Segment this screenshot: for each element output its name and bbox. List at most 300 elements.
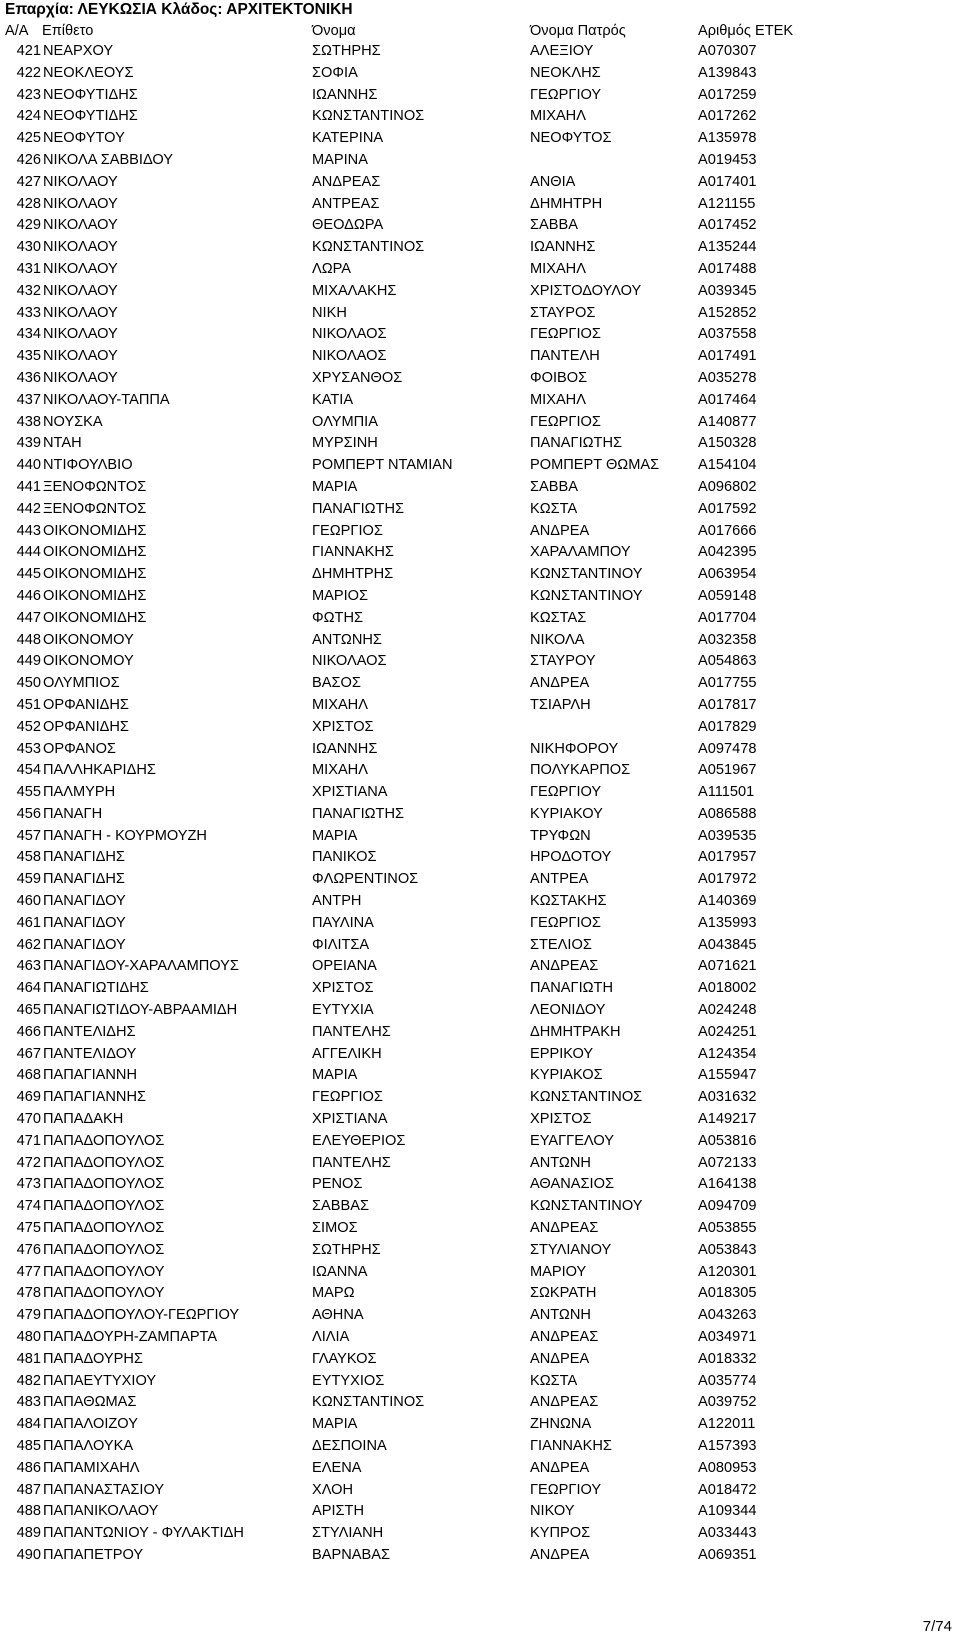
father-name-cell: ΤΣΙΑΡΛΗ bbox=[530, 696, 591, 713]
table-row bbox=[0, 956, 960, 978]
row-number-cell: 456 bbox=[16, 805, 41, 822]
etek-number-cell: Α140877 bbox=[698, 413, 757, 430]
table-row bbox=[0, 106, 960, 128]
row-number-cell: 485 bbox=[16, 1438, 41, 1454]
etek-number-cell: Α135993 bbox=[698, 914, 757, 931]
father-name-cell: ΠΑΝΑΓΙΩΤΗ bbox=[530, 980, 614, 997]
column-header-father-name: Όνομα Πατρός bbox=[530, 23, 626, 39]
row-number-cell: 443 bbox=[16, 522, 41, 539]
row-number-cell: 438 bbox=[16, 413, 41, 430]
surname-cell: ΠΑΠΑΔΑΚΗ bbox=[43, 1111, 124, 1128]
etek-number-cell: Α018472 bbox=[698, 1481, 757, 1498]
father-name-cell: ΔΗΜΗΤΡΗ bbox=[530, 195, 603, 212]
surname-cell: ΝΙΚΟΛΑΟΥ bbox=[43, 260, 118, 277]
father-name-cell: ΣΩΚΡΑΤΗ bbox=[530, 1285, 597, 1302]
etek-number-cell: Α150328 bbox=[698, 435, 757, 452]
father-name-cell: ΤΡΥΦΩΝ bbox=[530, 827, 591, 844]
name-cell: ΠΑΝΑΓΙΩΤΗΣ bbox=[312, 805, 405, 822]
father-name-cell: ΠΑΝΑΓΙΩΤΗΣ bbox=[530, 435, 623, 452]
father-name-cell: ΚΥΡΙΑΚΟΣ bbox=[530, 1067, 603, 1084]
father-name-cell: ΛΕΟΝΙΔΟΥ bbox=[530, 1002, 606, 1019]
name-cell: ΧΡΙΣΤΟΣ bbox=[312, 980, 374, 997]
row-number-cell: 479 bbox=[16, 1307, 41, 1324]
father-name-cell: ΣΤΥΛΙΑΝΟΥ bbox=[530, 1241, 612, 1258]
father-name-cell: ΑΘΑΝΑΣΙΟΣ bbox=[530, 1176, 614, 1193]
table-row bbox=[0, 586, 960, 608]
etek-number-cell: Α086588 bbox=[698, 805, 757, 822]
surname-cell: ΠΑΠΑΝΙΚΟΛΑΟΥ bbox=[43, 1503, 159, 1520]
name-cell: ΑΝΤΡΕΑΣ bbox=[312, 195, 380, 212]
page-number: 7/74 bbox=[922, 1618, 952, 1635]
table-row bbox=[0, 1480, 960, 1502]
etek-number-cell: Α035774 bbox=[698, 1372, 757, 1389]
surname-cell: ΠΑΝΑΓΙΩΤΙΔΗΣ bbox=[43, 980, 149, 997]
father-name-cell: ΚΩΣΤΑ bbox=[530, 500, 578, 517]
father-name-cell: ΕΥΑΓΓΕΛΟΥ bbox=[530, 1132, 614, 1149]
name-cell: ΜΙΧΑΗΛ bbox=[312, 696, 368, 713]
etek-number-cell: Α017666 bbox=[698, 522, 757, 539]
name-cell: ΝΙΚΟΛΑΟΣ bbox=[312, 348, 387, 365]
row-number-cell: 478 bbox=[16, 1285, 41, 1302]
name-cell: ΧΛΟΗ bbox=[312, 1481, 354, 1498]
etek-number-cell: Α054863 bbox=[698, 653, 757, 670]
table-row bbox=[0, 85, 960, 107]
surname-cell: ΠΑΠΑΕΥΤΥΧΙΟΥ bbox=[43, 1372, 157, 1389]
table-row bbox=[0, 1414, 960, 1436]
name-cell: ΛΩΡΑ bbox=[312, 260, 352, 277]
father-name-cell: ΝΕΟΚΛΗΣ bbox=[530, 64, 601, 81]
etek-number-cell: Α080953 bbox=[698, 1459, 757, 1476]
surname-cell: ΝΙΚΟΛΑΟΥ bbox=[43, 326, 118, 343]
etek-number-cell: Α059148 bbox=[698, 587, 757, 604]
father-name-cell: ΓΕΩΡΓΙΟΣ bbox=[530, 326, 601, 343]
name-cell: ΧΡΙΣΤΙΑΝΑ bbox=[312, 784, 388, 801]
row-number-cell: 446 bbox=[16, 587, 41, 604]
father-name-cell: ΚΥΡΙΑΚΟΥ bbox=[530, 805, 603, 822]
table-row bbox=[0, 1153, 960, 1175]
surname-cell: ΝΕΟΦΥΤΟΥ bbox=[43, 130, 125, 147]
etek-number-cell: Α094709 bbox=[698, 1198, 757, 1215]
table-header-row bbox=[0, 22, 960, 41]
surname-cell: ΝΙΚΟΛΑΟΥ bbox=[43, 348, 118, 365]
table-row bbox=[0, 1022, 960, 1044]
row-number-cell: 455 bbox=[16, 784, 41, 801]
name-cell: ΣΩΤΗΡΗΣ bbox=[312, 1241, 381, 1258]
row-number-cell: 459 bbox=[16, 871, 41, 888]
etek-number-cell: Α051967 bbox=[698, 762, 757, 779]
father-name-cell: ΚΩΝΣΤΑΝΤΙΝΟΥ bbox=[530, 1198, 643, 1215]
row-number-cell: 471 bbox=[16, 1132, 41, 1149]
surname-cell: ΠΑΠΑΝΑΣΤΑΣΙΟΥ bbox=[43, 1481, 165, 1498]
row-number-cell: 480 bbox=[16, 1329, 41, 1346]
table-row bbox=[0, 150, 960, 172]
table-row bbox=[0, 1458, 960, 1480]
etek-number-cell: Α017817 bbox=[698, 696, 757, 713]
row-number-cell: 488 bbox=[16, 1503, 41, 1520]
etek-number-cell: Α097478 bbox=[698, 740, 757, 757]
surname-cell: ΝΙΚΟΛΑΟΥ bbox=[43, 173, 118, 190]
surname-cell: ΟΙΚΟΝΟΜΙΔΗΣ bbox=[43, 566, 147, 583]
etek-number-cell: Α035278 bbox=[698, 369, 757, 386]
row-number-cell: 424 bbox=[16, 108, 41, 125]
name-cell: ΣΟΦΙΑ bbox=[312, 64, 358, 81]
surname-cell: ΝΤΑΗ bbox=[43, 435, 82, 452]
table-row bbox=[0, 826, 960, 848]
etek-number-cell: Α034971 bbox=[698, 1329, 757, 1346]
name-cell: ΓΕΩΡΓΙΟΣ bbox=[312, 1089, 383, 1106]
name-cell: ΜΙΧΑΗΛ bbox=[312, 762, 368, 779]
table-row bbox=[0, 1087, 960, 1109]
surname-cell: ΝΕΟΦΥΤΙΔΗΣ bbox=[43, 108, 138, 125]
etek-number-cell: Α124354 bbox=[698, 1045, 757, 1062]
etek-number-cell: Α019453 bbox=[698, 151, 757, 168]
row-number-cell: 449 bbox=[16, 653, 41, 670]
name-cell: ΒΑΣΟΣ bbox=[312, 675, 361, 692]
row-number-cell: 432 bbox=[16, 282, 41, 299]
surname-cell: ΠΑΠΑΔΟΠΟΥΛΟΣ bbox=[43, 1154, 165, 1171]
etek-number-cell: Α017488 bbox=[698, 260, 757, 277]
father-name-cell: ΑΝΔΡΕΑΣ bbox=[530, 1220, 599, 1237]
row-number-cell: 486 bbox=[16, 1459, 41, 1476]
row-number-cell: 426 bbox=[16, 151, 41, 168]
father-name-cell: ΗΡΟΔΟΤΟΥ bbox=[530, 849, 612, 866]
father-name-cell: ΠΟΛΥΚΑΡΠΟΣ bbox=[530, 762, 631, 779]
surname-cell: ΠΑΝΑΓΙΩΤΙΔΟΥ-ΑΒΡΑΑΜΙΔΗ bbox=[43, 1002, 238, 1019]
name-cell: ΝΙΚΗ bbox=[312, 304, 347, 321]
row-number-cell: 473 bbox=[16, 1176, 41, 1193]
father-name-cell: ΜΙΧΑΗΛ bbox=[530, 260, 586, 277]
etek-number-cell: Α017957 bbox=[698, 849, 757, 866]
etek-number-cell: Α043845 bbox=[698, 936, 757, 953]
table-row bbox=[0, 1044, 960, 1066]
table-row bbox=[0, 1501, 960, 1523]
father-name-cell: ΚΩΣΤΑΣ bbox=[530, 609, 587, 626]
surname-cell: ΠΑΠΑΔΟΥΡΗΣ bbox=[43, 1350, 143, 1367]
table-row bbox=[0, 978, 960, 1000]
surname-cell: ΟΡΦΑΝΙΔΗΣ bbox=[43, 718, 129, 735]
name-cell: ΜΑΡΙΑ bbox=[312, 1416, 358, 1433]
page-title: Επαρχία: ΛΕΥΚΩΣΙΑ Κλάδος: ΑΡΧΙΤΕΚΤΟΝΙΚΗ bbox=[5, 1, 353, 18]
etek-number-cell: Α039345 bbox=[698, 282, 757, 299]
name-cell: ΝΙΚΟΛΑΟΣ bbox=[312, 653, 387, 670]
table-row bbox=[0, 281, 960, 303]
father-name-cell: ΑΛΕΞΙΟΥ bbox=[530, 43, 594, 59]
name-cell: ΠΑΝΙΚΟΣ bbox=[312, 849, 377, 866]
row-number-cell: 484 bbox=[16, 1416, 41, 1433]
row-number-cell: 423 bbox=[16, 86, 41, 103]
father-name-cell: ΣΑΒΒΑ bbox=[530, 217, 578, 234]
etek-number-cell: Α063954 bbox=[698, 566, 757, 583]
father-name-cell: ΚΥΠΡΟΣ bbox=[530, 1525, 591, 1542]
etek-number-cell: Α024248 bbox=[698, 1002, 757, 1019]
etek-number-cell: Α155947 bbox=[698, 1067, 757, 1084]
table-row bbox=[0, 564, 960, 586]
row-number-cell: 481 bbox=[16, 1350, 41, 1367]
etek-number-cell: Α071621 bbox=[698, 958, 757, 975]
father-name-cell: ΑΝΔΡΕΑΣ bbox=[530, 1394, 599, 1411]
etek-number-cell: Α032358 bbox=[698, 631, 757, 648]
name-cell: ΣΑΒΒΑΣ bbox=[312, 1198, 369, 1215]
father-name-cell: ΔΗΜΗΤΡΑΚΗ bbox=[530, 1023, 621, 1040]
name-cell: ΑΡΙΣΤΗ bbox=[312, 1503, 364, 1520]
row-number-cell: 457 bbox=[16, 827, 41, 844]
row-number-cell: 482 bbox=[16, 1372, 41, 1389]
surname-cell: ΠΑΠΑΛΟΥΚΑ bbox=[43, 1438, 134, 1454]
table-row bbox=[0, 128, 960, 150]
row-number-cell: 474 bbox=[16, 1198, 41, 1215]
etek-number-cell: Α053843 bbox=[698, 1241, 757, 1258]
father-name-cell: ΑΝΔΡΕΑ bbox=[530, 1350, 590, 1367]
row-number-cell: 475 bbox=[16, 1220, 41, 1237]
etek-number-cell: Α096802 bbox=[698, 478, 757, 495]
table-row bbox=[0, 346, 960, 368]
row-number-cell: 467 bbox=[16, 1045, 41, 1062]
table-body bbox=[0, 41, 960, 1567]
surname-cell: ΠΑΝΑΓΗ bbox=[43, 805, 103, 822]
surname-cell: ΠΑΠΑΔΟΠΟΥΛΟΥ-ΓΕΩΡΓΙΟΥ bbox=[43, 1307, 240, 1324]
surname-cell: ΠΑΝΑΓΙΔΗΣ bbox=[43, 871, 125, 888]
row-number-cell: 439 bbox=[16, 435, 41, 452]
father-name-cell: ΚΩΝΣΤΑΝΤΙΝΟΥ bbox=[530, 566, 643, 583]
row-number-cell: 422 bbox=[16, 64, 41, 81]
surname-cell: ΠΑΠΑΝΤΩΝΙΟΥ - ΦΥΛΑΚΤΙΔΗ bbox=[43, 1525, 244, 1542]
father-name-cell: ΜΙΧΑΗΛ bbox=[530, 391, 586, 408]
table-row bbox=[0, 651, 960, 673]
name-cell: ΙΩΑΝΝΗΣ bbox=[312, 86, 378, 103]
table-row bbox=[0, 739, 960, 761]
table-row bbox=[0, 433, 960, 455]
table-row bbox=[0, 695, 960, 717]
table-row bbox=[0, 608, 960, 630]
father-name-cell: ΣΤΕΛΙΟΣ bbox=[530, 936, 592, 953]
etek-number-cell: Α139843 bbox=[698, 64, 757, 81]
row-number-cell: 437 bbox=[16, 391, 41, 408]
name-cell: ΑΘΗΝΑ bbox=[312, 1307, 364, 1324]
etek-number-cell: Α109344 bbox=[698, 1503, 757, 1520]
surname-cell: ΝΟΥΣΚΑ bbox=[43, 413, 103, 430]
table-row bbox=[0, 1436, 960, 1458]
surname-cell: ΠΑΝΑΓΗ - ΚΟΥΡΜΟΥΖΗ bbox=[43, 827, 207, 844]
father-name-cell: ΑΝΔΡΕΑ bbox=[530, 522, 590, 539]
row-number-cell: 489 bbox=[16, 1525, 41, 1542]
name-cell: ΘΕΟΔΩΡΑ bbox=[312, 217, 384, 234]
father-name-cell: ΓΙΑΝΝΑΚΗΣ bbox=[530, 1438, 612, 1454]
etek-number-cell: Α111501 bbox=[698, 784, 755, 801]
etek-number-cell: Α140369 bbox=[698, 893, 757, 910]
row-number-cell: 460 bbox=[16, 893, 41, 910]
row-number-cell: 429 bbox=[16, 217, 41, 234]
surname-cell: ΠΑΝΑΓΙΔΗΣ bbox=[43, 849, 125, 866]
table-row bbox=[0, 1283, 960, 1305]
table-row bbox=[0, 717, 960, 739]
etek-number-cell: Α039752 bbox=[698, 1394, 757, 1411]
father-name-cell: ΑΝΔΡΕΑ bbox=[530, 1459, 590, 1476]
etek-number-cell: Α135978 bbox=[698, 130, 757, 147]
surname-cell: ΠΑΠΑΓΙΑΝΝΗ bbox=[43, 1067, 137, 1084]
row-number-cell: 461 bbox=[16, 914, 41, 931]
row-number-cell: 450 bbox=[16, 675, 41, 692]
name-cell: ΦΩΤΗΣ bbox=[312, 609, 364, 626]
father-name-cell: ΜΙΧΑΗΛ bbox=[530, 108, 586, 125]
surname-cell: ΠΑΠΑΜΙΧΑΗΛ bbox=[43, 1459, 140, 1476]
table-row bbox=[0, 1174, 960, 1196]
father-name-cell: ΝΙΚΟΥ bbox=[530, 1503, 575, 1520]
father-name-cell: ΓΕΩΡΓΙΟΣ bbox=[530, 914, 601, 931]
surname-cell: ΝΙΚΟΛΑΟΥ bbox=[43, 217, 118, 234]
father-name-cell: ΣΑΒΒΑ bbox=[530, 478, 578, 495]
father-name-cell: ΣΤΑΥΡΟΥ bbox=[530, 653, 596, 670]
surname-cell: ΟΙΚΟΝΟΜΟΥ bbox=[43, 631, 134, 648]
etek-number-cell: Α017829 bbox=[698, 718, 757, 735]
name-cell: ΙΩΑΝΝΗΣ bbox=[312, 740, 378, 757]
father-name-cell: ΚΩΣΤΑ bbox=[530, 1372, 578, 1389]
table-row bbox=[0, 1065, 960, 1087]
table-row bbox=[0, 760, 960, 782]
etek-number-cell: Α017491 bbox=[698, 348, 757, 365]
etek-number-cell: Α017259 bbox=[698, 86, 757, 103]
row-number-cell: 472 bbox=[16, 1154, 41, 1171]
surname-cell: ΝΙΚΟΛΑΟΥ bbox=[43, 369, 118, 386]
father-name-cell: ΣΤΑΥΡΟΣ bbox=[530, 304, 596, 321]
name-cell: ΜΑΡΩ bbox=[312, 1285, 355, 1302]
name-cell: ΦΙΛΙΤΣΑ bbox=[312, 936, 370, 953]
row-number-cell: 483 bbox=[16, 1394, 41, 1411]
father-name-cell: ΧΑΡΑΛΑΜΠΟΥ bbox=[530, 544, 631, 561]
etek-number-cell: Α017262 bbox=[698, 108, 757, 125]
father-name-cell: ΕΡΡΙΚΟΥ bbox=[530, 1045, 594, 1062]
surname-cell: ΝΙΚΟΛΑΟΥ bbox=[43, 239, 118, 256]
table-row bbox=[0, 368, 960, 390]
surname-cell: ΠΑΝΤΕΛΙΔΟΥ bbox=[43, 1045, 137, 1062]
etek-number-cell: Α017972 bbox=[698, 871, 757, 888]
etek-number-cell: Α053816 bbox=[698, 1132, 757, 1149]
row-number-cell: 428 bbox=[16, 195, 41, 212]
surname-cell: ΝΙΚΟΛΑΟΥ bbox=[43, 195, 118, 212]
name-cell: ΠΑΝΤΕΛΗΣ bbox=[312, 1023, 391, 1040]
surname-cell: ΟΙΚΟΝΟΜΙΔΗΣ bbox=[43, 522, 147, 539]
etek-number-cell: Α037558 bbox=[698, 326, 757, 343]
name-cell: ΣΩΤΗΡΗΣ bbox=[312, 43, 381, 59]
etek-number-cell: Α072133 bbox=[698, 1154, 757, 1171]
row-number-cell: 430 bbox=[16, 239, 41, 256]
table-row bbox=[0, 1349, 960, 1371]
row-number-cell: 421 bbox=[16, 43, 41, 59]
etek-number-cell: Α053855 bbox=[698, 1220, 757, 1237]
table-row bbox=[0, 935, 960, 957]
name-cell: ΠΑΝΑΓΙΩΤΗΣ bbox=[312, 500, 405, 517]
etek-number-cell: Α017755 bbox=[698, 675, 757, 692]
row-number-cell: 453 bbox=[16, 740, 41, 757]
surname-cell: ΝΕΑΡΧΟΥ bbox=[43, 43, 114, 59]
surname-cell: ΠΑΠΑΘΩΜΑΣ bbox=[43, 1394, 137, 1411]
father-name-cell: ΑΝΔΡΕΑΣ bbox=[530, 1329, 599, 1346]
table-row bbox=[0, 1218, 960, 1240]
name-cell: ΚΩΝΣΤΑΝΤΙΝΟΣ bbox=[312, 239, 425, 256]
etek-number-cell: Α154104 bbox=[698, 457, 757, 474]
surname-cell: ΠΑΠΑΔΟΠΟΥΛΟΣ bbox=[43, 1132, 165, 1149]
name-cell: ΕΛΕΝΑ bbox=[312, 1459, 362, 1476]
table-row bbox=[0, 1131, 960, 1153]
father-name-cell: ΓΕΩΡΓΙΟΥ bbox=[530, 784, 602, 801]
father-name-cell: ΠΑΝΤΕΛΗ bbox=[530, 348, 600, 365]
surname-cell: ΠΑΝΑΓΙΔΟΥ bbox=[43, 936, 126, 953]
name-cell: ΔΗΜΗΤΡΗΣ bbox=[312, 566, 394, 583]
row-number-cell: 435 bbox=[16, 348, 41, 365]
father-name-cell: ΚΩΝΣΤΑΝΤΙΝΟΥ bbox=[530, 587, 643, 604]
father-name-cell: ΝΙΚΗΦΟΡΟΥ bbox=[530, 740, 619, 757]
table-row bbox=[0, 1545, 960, 1567]
etek-number-cell: Α135244 bbox=[698, 239, 757, 256]
row-number-cell: 463 bbox=[16, 958, 41, 975]
father-name-cell: ΓΕΩΡΓΙΟΥ bbox=[530, 1481, 602, 1498]
row-number-cell: 476 bbox=[16, 1241, 41, 1258]
table-row bbox=[0, 869, 960, 891]
table-row bbox=[0, 1196, 960, 1218]
table-row bbox=[0, 913, 960, 935]
row-number-cell: 465 bbox=[16, 1002, 41, 1019]
name-cell: ΜΙΧΑΛΑΚΗΣ bbox=[312, 282, 397, 299]
etek-number-cell: Α018305 bbox=[698, 1285, 757, 1302]
table-row bbox=[0, 1327, 960, 1349]
surname-cell: ΟΡΦΑΝΙΔΗΣ bbox=[43, 696, 129, 713]
surname-cell: ΠΑΛΛΗΚΑΡΙΔΗΣ bbox=[43, 762, 156, 779]
surname-cell: ΠΑΠΑΔΟΠΟΥΛΟΣ bbox=[43, 1220, 165, 1237]
surname-cell: ΝΕΟΚΛΕΟΥΣ bbox=[43, 64, 134, 81]
row-number-cell: 442 bbox=[16, 500, 41, 517]
etek-number-cell: Α017401 bbox=[698, 173, 757, 190]
surname-cell: ΟΙΚΟΝΟΜΙΔΗΣ bbox=[43, 587, 147, 604]
table-row bbox=[0, 41, 960, 63]
table-row bbox=[0, 303, 960, 325]
table-row bbox=[0, 673, 960, 695]
table-row bbox=[0, 412, 960, 434]
table-row bbox=[0, 782, 960, 804]
etek-number-cell: Α018332 bbox=[698, 1350, 757, 1367]
surname-cell: ΝΙΚΟΛΑΟΥ bbox=[43, 304, 118, 321]
father-name-cell: ΦΟΙΒΟΣ bbox=[530, 369, 588, 386]
surname-cell: ΠΑΝΤΕΛΙΔΗΣ bbox=[43, 1023, 136, 1040]
table-row bbox=[0, 477, 960, 499]
table-row bbox=[0, 194, 960, 216]
name-cell: ΛΙΛΙΑ bbox=[312, 1329, 350, 1346]
row-number-cell: 469 bbox=[16, 1089, 41, 1106]
etek-number-cell: Α069351 bbox=[698, 1546, 757, 1563]
father-name-cell: ΓΕΩΡΓΙΟΥ bbox=[530, 86, 602, 103]
surname-cell: ΠΑΠΑΔΟΠΟΥΛΟΥ bbox=[43, 1263, 165, 1280]
etek-number-cell: Α157393 bbox=[698, 1438, 757, 1454]
table-row bbox=[0, 1109, 960, 1131]
row-number-cell: 447 bbox=[16, 609, 41, 626]
column-header-surname: Επίθετο bbox=[42, 23, 94, 39]
name-cell: ΟΡΕΙΑΝΑ bbox=[312, 958, 377, 975]
surname-cell: ΠΑΠΑΠΕΤΡΟΥ bbox=[43, 1546, 144, 1563]
row-number-cell: 462 bbox=[16, 936, 41, 953]
surname-cell: ΝΤΙΦΟΥΛΒΙΟ bbox=[43, 457, 133, 474]
father-name-cell: ΓΕΩΡΓΙΟΣ bbox=[530, 413, 601, 430]
row-number-cell: 436 bbox=[16, 369, 41, 386]
name-cell: ΚΑΤΕΡΙΝΑ bbox=[312, 130, 384, 147]
row-number-cell: 444 bbox=[16, 544, 41, 561]
row-number-cell: 431 bbox=[16, 260, 41, 277]
name-cell: ΚΩΝΣΤΑΝΤΙΝΟΣ bbox=[312, 108, 425, 125]
father-name-cell: ΝΕΟΦΥΤΟΣ bbox=[530, 130, 612, 147]
name-cell: ΔΕΣΠΟΙΝΑ bbox=[312, 1438, 387, 1454]
etek-number-cell: Α017704 bbox=[698, 609, 757, 626]
column-header-name: Όνομα bbox=[312, 23, 356, 39]
name-cell: ΓΛΑΥΚΟΣ bbox=[312, 1350, 377, 1367]
father-name-cell: ΙΩΑΝΝΗΣ bbox=[530, 239, 596, 256]
name-cell: ΣΙΜΟΣ bbox=[312, 1220, 358, 1237]
